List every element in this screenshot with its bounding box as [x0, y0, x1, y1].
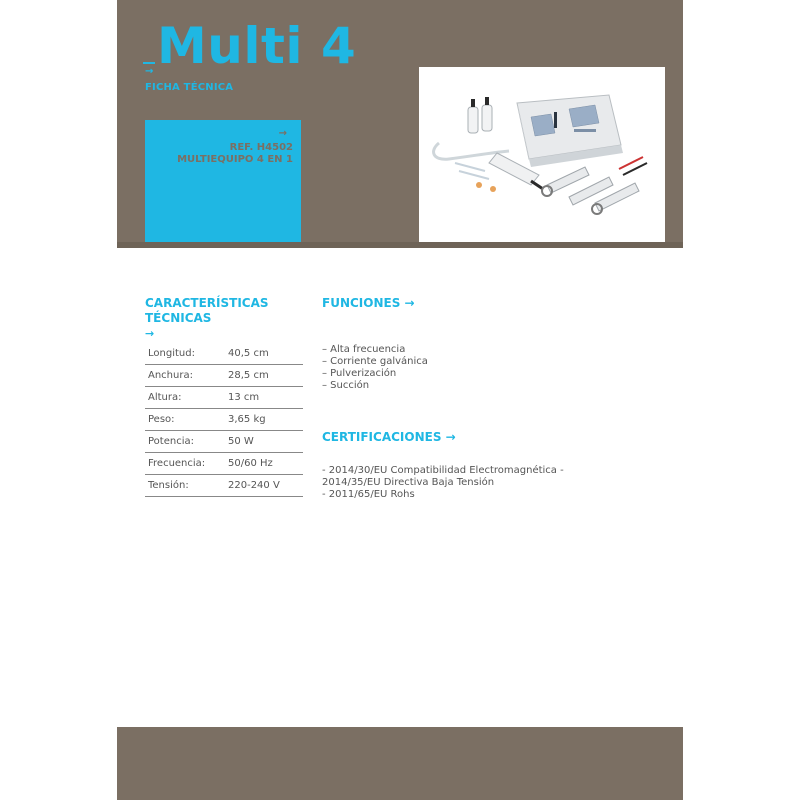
certifications-list: [322, 465, 564, 501]
title-accent-mark: [143, 62, 155, 64]
header-band: [117, 0, 683, 248]
specs-heading-line1: CARACTERÍSTICAS: [145, 296, 269, 310]
product-line: MULTIEQUIPO 4 EN 1: [177, 154, 293, 165]
table-row: [145, 453, 303, 475]
spec-sheet-page: [117, 0, 683, 800]
reference-box: [145, 120, 301, 244]
spec-label: Anchura:: [145, 365, 228, 387]
spec-value: 40,5 cm: [228, 343, 303, 365]
spec-value: 3,65 kg: [228, 409, 303, 431]
reference-code: REF. H4502: [229, 142, 293, 153]
list-item: – Alta frecuencia: [322, 344, 406, 355]
subtitle-arrow-icon: →: [145, 66, 154, 77]
spec-value: 13 cm: [228, 387, 303, 409]
table-row: [145, 475, 303, 497]
spec-label: Frecuencia:: [145, 453, 228, 475]
specs-heading-line2: TÉCNICAS: [145, 311, 212, 325]
table-row: [145, 343, 303, 365]
spec-value: 28,5 cm: [228, 365, 303, 387]
list-item: – Succión: [322, 380, 370, 391]
list-item: – Corriente galvánica: [322, 356, 428, 367]
header-divider: [117, 242, 683, 248]
table-row: [145, 387, 303, 409]
spec-label: Altura:: [145, 387, 228, 409]
spec-label: Tensión:: [145, 475, 228, 497]
specs-heading: [145, 296, 303, 340]
list-item: - 2011/65/EU Rohs: [322, 489, 415, 500]
reference-arrow-icon: →: [278, 128, 287, 139]
functions-section: [322, 296, 652, 311]
product-image: [419, 67, 665, 242]
specs-arrow-icon: →: [145, 327, 155, 340]
list-item: – Pulverización: [322, 368, 397, 379]
spec-label: Potencia:: [145, 431, 228, 453]
spec-value: 50/60 Hz: [228, 453, 303, 475]
spec-label: Longitud:: [145, 343, 228, 365]
subtitle-label: FICHA TÉCNICA: [145, 82, 234, 93]
product-title: Multi 4: [157, 17, 357, 75]
footer-band: [117, 727, 683, 800]
table-row: [145, 365, 303, 387]
list-item: - 2014/30/EU Compatibilidad Electromagnética -: [322, 465, 564, 476]
spec-value: 50 W: [228, 431, 303, 453]
specs-table: [145, 343, 303, 497]
spec-label: Peso:: [145, 409, 228, 431]
device-illustration: [419, 67, 665, 242]
functions-list: [322, 344, 428, 392]
table-row: [145, 431, 303, 453]
table-row: [145, 409, 303, 431]
spec-value: 220-240 V: [228, 475, 303, 497]
certifications-heading: CERTIFICACIONES →: [322, 430, 456, 444]
list-item: 2014/35/EU Directiva Baja Tensión: [322, 477, 495, 488]
functions-heading: FUNCIONES →: [322, 296, 415, 310]
